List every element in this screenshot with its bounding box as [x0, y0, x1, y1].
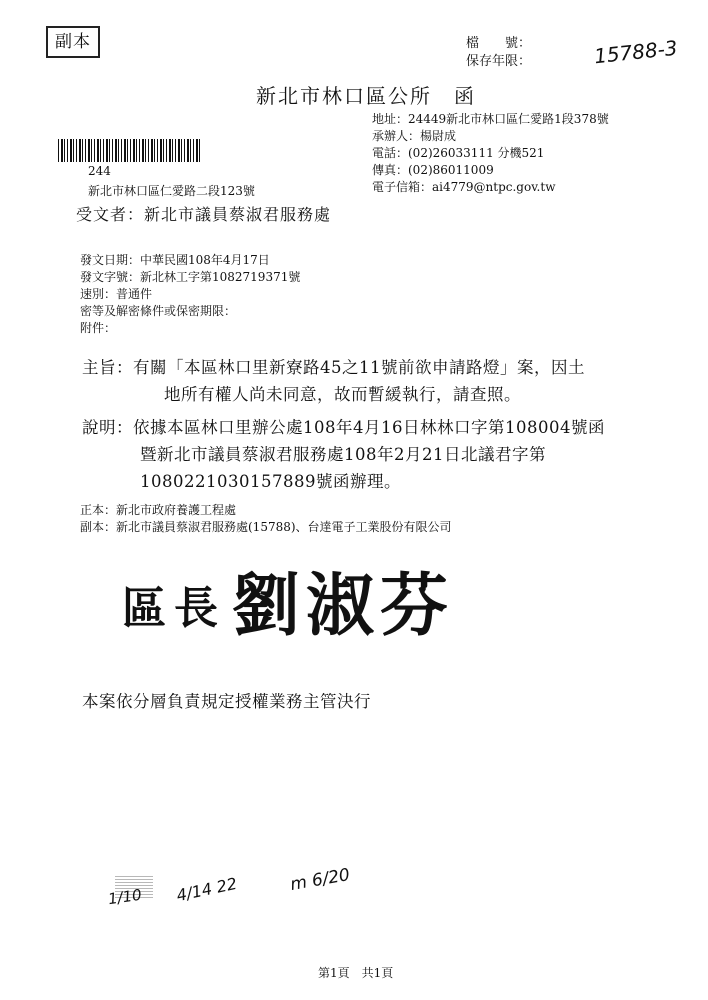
attachments: 附件：: [80, 321, 117, 335]
mail-address: 新北市林口區仁愛路二段123號: [88, 184, 255, 198]
issue-date: 發文日期：中華民國108年4月17日: [80, 253, 270, 267]
contact-handler: 承辦人：楊尉成: [372, 129, 457, 143]
agency-title: 新北市林口區公所 函: [256, 84, 476, 108]
page-footer: 第1頁 共1頁: [318, 966, 394, 980]
contact-email: 電子信箱：ai4779@ntpc.gov.tw: [372, 180, 556, 194]
contact-fax: 傳真：(02)86011009: [372, 163, 494, 177]
distribution-copy: 副本：新北市議員蔡淑君服務處(15788)、台達電子工業股份有限公司: [80, 520, 452, 534]
handwritten-case-number: 15788-3: [592, 35, 679, 69]
distribution-main: 正本：新北市政府養護工程處: [80, 503, 237, 517]
authorization-note: 本案依分層負責規定授權業務主管決行: [82, 692, 371, 711]
document-number: 發文字號：新北林工字第1082719371號: [80, 270, 301, 284]
signature-name: 劉淑芬: [232, 566, 455, 646]
explanation-line-1: 說明：依據本區林口里辦公處108年4月16日林林口字第108004號函: [82, 418, 605, 437]
recipient: 受文者：新北市議員蔡淑君服務處: [76, 205, 332, 224]
barcode: [58, 139, 200, 162]
copy-stamp: 副本: [46, 26, 100, 58]
contact-phone: 電話：(02)26033111 分機521: [372, 146, 545, 160]
contact-address: 地址：24449新北市林口區仁愛路1段378號: [372, 112, 609, 126]
file-number-label: 檔 號：: [466, 36, 532, 51]
explanation-line-2: 暨新北市議員蔡淑君服務處108年2月21日北議君字第: [140, 445, 546, 464]
explanation-line-3: 1080221030157889號函辦理。: [140, 472, 401, 491]
handwritten-note-3: m 6/20: [288, 864, 352, 896]
subject-line-2: 地所有權人尚未同意，故而暫緩執行，請查照。: [164, 385, 521, 404]
subject-line-1: 主旨：有關「本區林口里新寮路45之11號前欲申請路燈」案，因土: [82, 358, 585, 377]
delivery-speed: 速別：普通件: [80, 287, 153, 301]
secrecy-level: 密等及解密條件或保密期限：: [80, 304, 237, 318]
signature-title: 區長: [122, 583, 226, 634]
retention-label: 保存年限：: [466, 54, 532, 69]
handwritten-note-2: 4/14 22: [174, 873, 239, 906]
mail-zip: 244: [88, 164, 111, 178]
handwritten-note-1: 1/10: [106, 885, 143, 909]
